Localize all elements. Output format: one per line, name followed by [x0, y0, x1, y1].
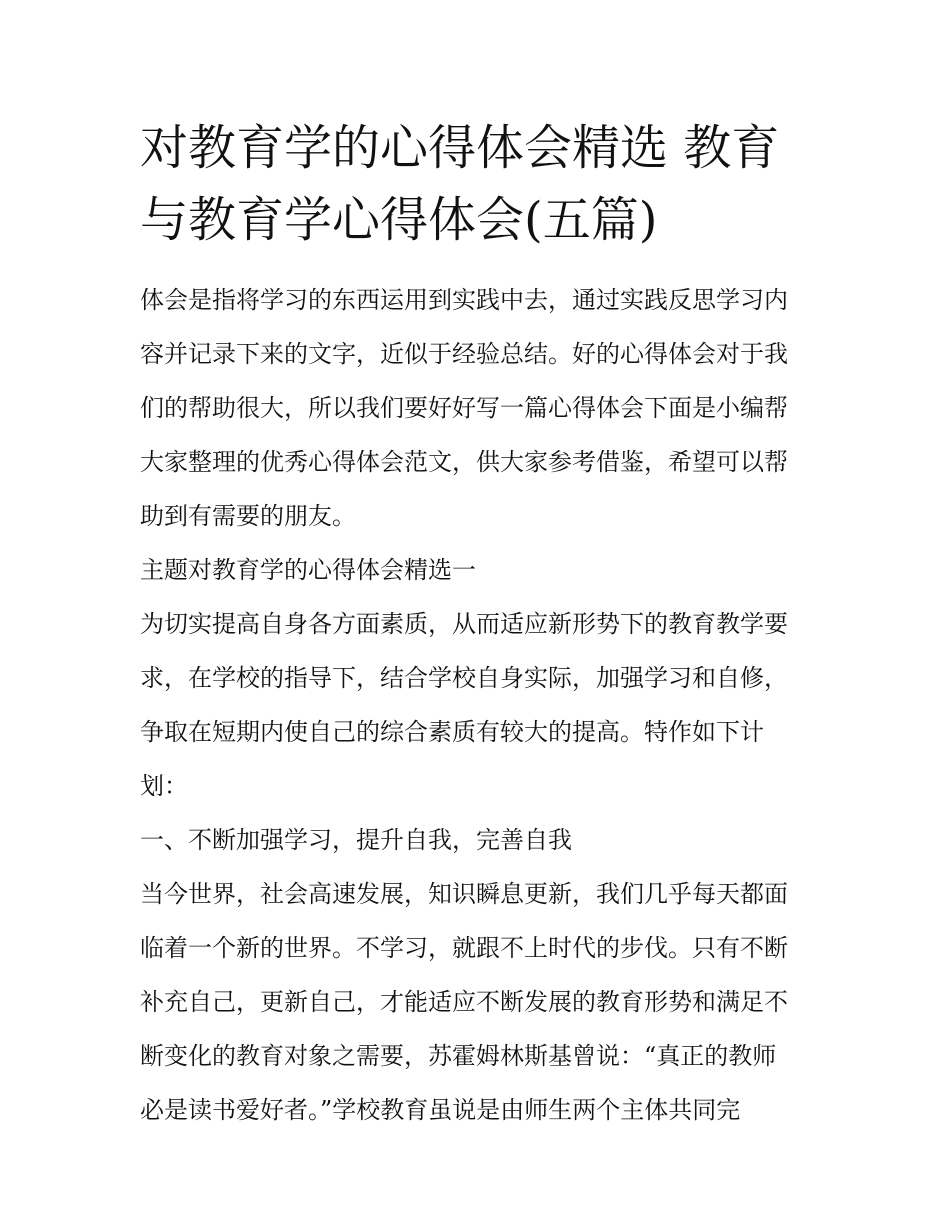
paragraph-line-2: 求，在学校的指导下，结合学校自身实际，加强学习和自修， [140, 664, 788, 692]
paragraph2-line-3: 补充自己，更新自己，才能适应不断发展的教育形势和满足不 [140, 988, 788, 1016]
title-line-1: 对教育学的心得体会精选 教育 [140, 120, 780, 176]
intro-line-4: 大家整理的优秀心得体会范文，供大家参考借鉴，希望可以帮 [140, 448, 788, 476]
section-heading: 主题对教育学的心得体会精选一 [140, 556, 476, 584]
document-title [140, 112, 820, 256]
subheading-1: 一、不断加强学习，提升自我，完善自我 [140, 826, 572, 854]
paragraph2-line-5: 必是读书爱好者。”学校教育虽说是由师生两个主体共同完 [140, 1096, 741, 1124]
intro-line-3: 们的帮助很大，所以我们要好好写一篇心得体会下面是小编帮 [140, 394, 788, 422]
paragraph-line-4: 划： [140, 772, 188, 800]
intro-line-2: 容并记录下来的文字，近似于经验总结。好的心得体会对于我 [140, 340, 788, 368]
paragraph2-line-1: 当今世界，社会高速发展，知识瞬息更新，我们几乎每天都面 [140, 880, 788, 908]
intro-line-1: 体会是指将学习的东西运用到实践中去，通过实践反思学习内 [140, 286, 788, 314]
title-line-2: 与教育学心得体会(五篇) [140, 192, 658, 248]
document-body [140, 273, 820, 1137]
paragraph2-line-2: 临着一个新的世界。不学习，就跟不上时代的步伐。只有不断 [140, 934, 788, 962]
intro-line-5: 助到有需要的朋友。 [140, 502, 356, 530]
paragraph-line-1: 为切实提高自身各方面素质，从而适应新形势下的教育教学要 [140, 610, 788, 638]
paragraph2-line-4: 断变化的教育对象之需要，苏霍姆林斯基曾说：“真正的教师 [140, 1042, 777, 1070]
paragraph-line-3: 争取在短期内使自己的综合素质有较大的提高。特作如下计 [140, 718, 764, 746]
